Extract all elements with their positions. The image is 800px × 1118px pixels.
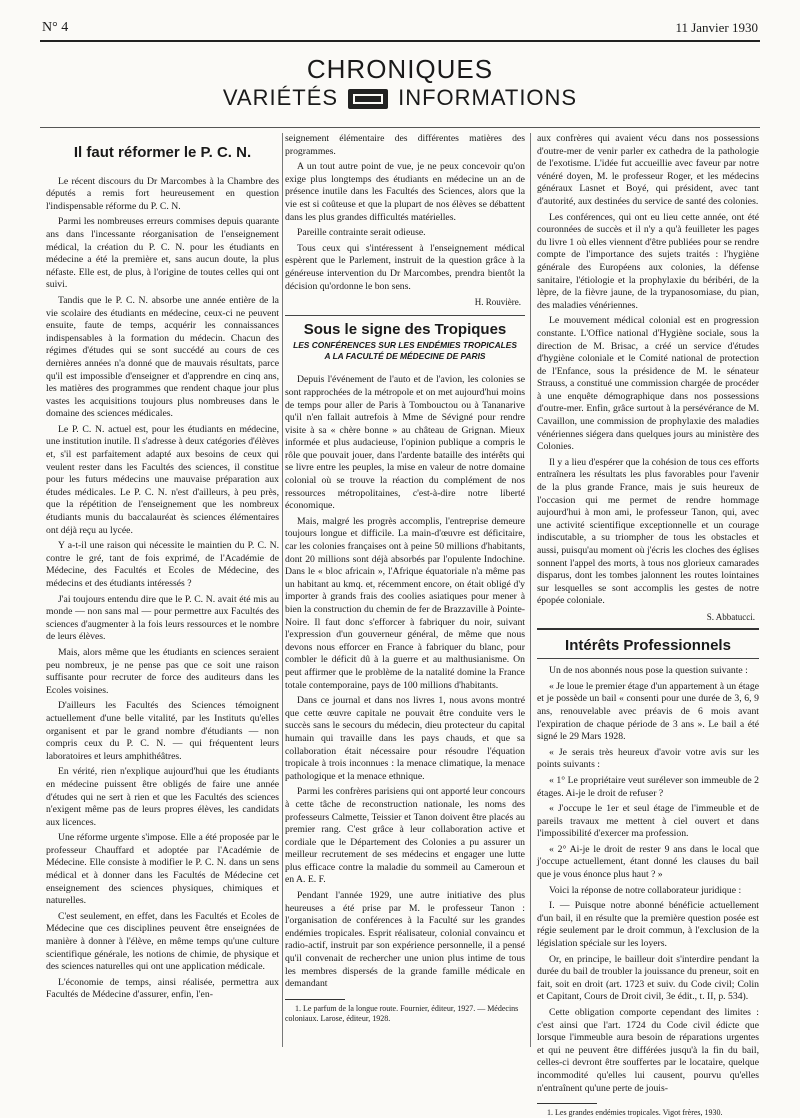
paragraph: Une réforme urgente s'impose. Elle a été proposée par le professeur Chauffard et adoptée par l'Académie de Médecine. Elle consiste à modifier le P. C. N. dans un sens médical et à donner dans les Facultés de Médecine cet enseignement des sciences physiques, chimiques et naturelles. <box>46 832 279 907</box>
paragraph: Dans ce journal et dans nos livres 1, nous avons montré que cette œuvre capitale ne pouvait être conduite vers le succès sans le secours du médecin, dieu protecteur du capital humain qui travaille dans les pays chauds, et que sa collaboration était nécessaire pour résoudre l'équation tropicale à trois inconnues : la menace climatique, la menace pathologique et la menace ethnique. <box>285 695 525 782</box>
paragraph: « Je loue le premier étage d'un appartement à un étage et je possède un bail « consenti pour une durée de 3, 6, 9 ans, renouvelable avec préavis de 6 mois avant l'expiration de chaque période de 3 ans ». Le bail a été signé le 29 Mars 1928. <box>537 680 759 743</box>
paragraph: « 2° Ai-je le droit de rester 9 ans dans le local que j'occupe actuellement, étant donné les clauses du bail que je vous énonce plus haut ? » <box>537 843 759 881</box>
section-divider <box>537 628 759 630</box>
paragraph: Un de nos abonnés nous pose la question suivante : <box>549 665 748 677</box>
paragraph: L'économie de temps, ainsi réalisée, permettra aux Facultés de Médecine d'assurer, enfin, l'en- <box>46 976 279 1001</box>
paragraph: Le P. C. N. actuel est, pour les étudiants en médecine, une institution inutile. Il s'adresse à deux catégories d'élèves et, s'il est parfaitement adapté aux besoins de ceux qui veulent rester dans les Facultés des sciences, il constitue pour les futurs médecins une mauvaise préparation aux études médicales. Le P. C. N. n'est d'ailleurs, à peu près, que la répétition de l'enseignement que les nombreux étudiants munis du baccalauréat ès sciences élémentaires ont déjà reçu au lycée. <box>46 423 279 536</box>
column-2 <box>285 133 525 1024</box>
footnote-rule <box>285 999 345 1000</box>
masthead-informations: INFORMATIONS <box>398 85 578 110</box>
paragraph: D'ailleurs les Facultés des Sciences témoignent actuellement d'une belle vitalité, par les Instituts qu'elles organisent et par le grand nombre d'étudiants — non compris ceux du P. C. N. — qui fréquentent leurs laboratoires et leurs amphithéâtres. <box>46 700 279 762</box>
paragraph: « J'occupe le 1er et seul étage de l'immeuble et de pareils travaux me mettent à ciel ouvert et dans l'impossibilité d'exercer ma profession. <box>537 803 759 840</box>
title-underline <box>537 658 759 659</box>
article-title-pcn: Il faut réformer le P. C. N. <box>73 144 252 161</box>
paragraph: « Je serais très heureux d'avoir votre avis sur les points suivants : <box>537 746 759 771</box>
column-divider <box>282 133 283 1047</box>
section-divider <box>285 315 525 316</box>
issue-date: 11 Janvier 1930 <box>675 20 758 35</box>
paragraph: Y a-t-il une raison qui nécessite le maintien du P. C. N. contre le gré, tant de fois exprimé, de l'Académie de Médecine, des Facultés et Ecoles de Médecine, des médecins et des étudiants intéressés ? <box>46 540 279 589</box>
author-signature: S. Abbatucci. <box>706 611 755 622</box>
paragraph: Or, en principe, le bailleur doit s'interdire pendant la durée du bail de troubler la jouissance du preneur, soit en fait, soit en droit (art. 1723 et suiv. du Code civil; Colin et Capitant, Cours de Droit civil, 3e édit., t. II, p. 534). <box>537 953 759 1003</box>
column-1 <box>46 133 279 1005</box>
paragraph: Parmi les confrères parisiens qui ont apporté leur concours à cette tâche de reconstruction nationale, les noms des professeurs Calmette, Teissier et Tanon doivent être placés au premier rang. C'est grâce à leur collaboration active et cordiale que le Département des Colonies a pu assurer un meilleur recrutement de ses médecins et engager une lutte plus efficace contre la maladie du sommeil au Cameroun et en A. E. F. <box>285 786 525 886</box>
paragraph: I. — Puisque notre abonné bénéficie actuellement d'un bail, il en résulte que la première question posée est régie seulement par le droit commun, à l'exclusion de la législation spéciale sur les loyers. <box>537 900 759 950</box>
article-title-tropiques: Sous le signe des Tropiques <box>303 320 507 338</box>
footnote: 1. Les grandes endémies tropicales. Vigot frères, 1930. <box>547 1108 723 1118</box>
paragraph: Les conférences, qui ont eu lieu cette année, ont été couronnées de succès et il n'y a qu'à feuilleter les pages du livre 1 où elles viennent d'être publiées pour se rendre compte de l'importance des sujets traités : l'hygiène générale des Européens aux colonies, la défense sanitaire, l'étiologie et la prophylaxie du béribéri, de la lèpre, de la fièvre jaune, de la trypanosomiase, du pian, des maladies vénériennes. <box>537 211 759 311</box>
masthead-varietes: VARIÉTÉS <box>222 85 339 110</box>
paragraph: Tous ceux qui s'intéressent à l'enseignement médical espèrent que le Parlement, instruit de la question grâce à la généreuse intervention du Dr Marcombes, prendra bientôt la décision qu'ordonne le bon sens. <box>285 242 525 292</box>
article-title-interets: Intérêts Professionnels <box>565 636 731 654</box>
masthead-subtitle <box>0 83 800 113</box>
paragraph: Mais, malgré les progrès accomplis, l'entreprise demeure toujours longue et difficile. La main-d'œuvre est déficitaire, car les colonies françaises ont à peine 50 millions d'habitants, dont 20 millions sont déjà absorbés par l'opulente Indochine. Dans le « bloc africain », l'Afrique équatoriale n'a même pas un habitant au kmq. et, récemment encore, on était obligé d'y importer à grands frais des coolies asiatiques pour mener à bien la construction du chemin de fer de Brazzaville à Pointe-Noire. Il faut donc s'efforcer à fabriquer du noir, suivant l'expression d'un gouverneur général, de même que nous devons nous efforcer en France à fabriquer du blanc, pour combler le déficit dû à la guerre et au malthusianisme. On peut affirmer que le problème de la natalité domine la France totale contemporaine, pays de 100 millions d'habitants. <box>285 515 525 691</box>
paragraph: C'est seulement, en effet, dans les Facultés et Ecoles de Médecine que ces disciplines peuvent être enseignées de manière à donner à l'élève, en même temps qu'une culture scientifique générale, les notions de chimie, de physique et des sciences naturelles qui ont une application médicale. <box>46 910 279 973</box>
paragraph: seignement élémentaire des différentes matières des programmes. <box>285 133 525 157</box>
page-header <box>40 20 760 42</box>
footnote: 1. Le parfum de la longue route. Fournier, éditeur, 1927. — Médecins coloniaux. Larose, éditeur, 1928. <box>285 1003 519 1023</box>
paragraph: Depuis l'événement de l'auto et de l'avion, les colonies se sont rapprochées de la métropole et on met aujourd'hui moins de temps pour aller de Paris à Tombouctou ou à Tananarive qu'il n'en fallait autrefois à Mme de Sévigné pour rendre visite à sa « chère bonne » au château de Grignan. Mieux informée et plus audacieuse, l'opinion publique a compris le rôle que pouvait jouer, dans l'ardente bataille des intérêts qui se livre entre les peuples, la mise en valeur de notre domaine colonial où se trouve la réaction du complément de nos ressources métropolitaines, c'est-à-dire notre liberté économique. <box>285 374 525 512</box>
paragraph: A un tout autre point de vue, je ne peux concevoir qu'on exige plus longtemps des étudiants en médecine un an de présence inutile dans les Facultés des Sciences, alors que la vie est si coûteuse et que la plupart de nos élèves se débattent dans les plus grandes difficultés matérielles. <box>285 161 525 223</box>
paragraph: Mais, alors même que les étudiants en sciences seraient peu nombreux, je ne pense pas que ce soit une raison suffisante pour recruter de force des auditeurs dans les Ecoles voisines. <box>46 646 279 696</box>
page-number: N° 4 <box>42 20 69 35</box>
paragraph: Il y a lieu d'espérer que la cohésion de tous ces efforts entraînera les résultats les plus favorables pour l'avenir de la plus grande France, mais je suis heureux de l'occasion qui me permet de rendre hommage aujourd'hui à mon ami, le professeur Tanon, qui, avec une activité scientifique exceptionnelle et un courage indiscutable, a su triompher de tous les obstacles et aussi, puisqu'au moment où j'écris les cloches des églises sonnent l'appel des morts, à tous nos glorieux camarades disparus, dont les tombes jalonnent les routes lointaines sur lesquelles se sont accomplis les gestes de notre épopée coloniale. <box>537 456 759 607</box>
paragraph: J'ai toujours entendu dire que le P. C. N. avait été mis au monde — non sans mal — pour permettre aux Facultés des sciences d'augmenter à la fois leurs ressources et le nombre de leurs élèves. <box>46 593 279 643</box>
paragraph: Le récent discours du Dr Marcombes à la Chambre des députés a remis fort heureusement en question l'indispensable réforme du P. C. N. <box>46 175 279 212</box>
masthead-divider <box>40 127 760 128</box>
article-subtitle <box>285 340 525 362</box>
masthead-title: CHRONIQUES <box>306 54 494 84</box>
paragraph: aux confrères qui avaient vécu dans nos possessions d'outre-mer de venir parler ex cathedra de la pathologie de l'exotisme. L'idée fut accueillie avec faveur par notre vénéré doyen, M. le professeur Roger, et les médecins généraux Lasnet et Boyé, qui président, avec tant d'autorité, aux destinées du service de santé des colonies. <box>537 133 759 207</box>
footnote-rule <box>537 1103 597 1104</box>
paragraph: Parmi les nombreuses erreurs commises depuis quarante ans dans l'incessante réorganisation de l'enseignement médical, la création du P. C. N. pour les étudiants en médecine a été la première et, sans aucun doute, la plus néfaste. Elle est, de plus, à l'origine de toutes celles qui ont suivi. <box>46 216 279 291</box>
paragraph: Voici la réponse de notre collaborateur juridique : <box>549 884 742 896</box>
paragraph: Pareille contrainte serait odieuse. <box>297 227 426 239</box>
author-signature: H. Rouvière. <box>474 297 521 308</box>
paragraph: Pendant l'année 1929, une autre initiative des plus heureuses a été prise par M. le professeur Tanon : l'organisation de conférences à la Faculté sur les grandes endémies tropicales. Esprit réalisateur, colonial convaincu et radio-actif, instruit par son expérience personnelle, il a pensé qu'il convenait de rechercher une union plus intime de tous les membres dispersés de la grande famille médicale en demandant <box>285 890 525 990</box>
column-3 <box>537 133 759 1118</box>
paragraph: Cette obligation comporte cependant des limites : c'est ainsi que l'art. 1724 du Code civil édicte que lorsque l'immeuble aura besoin de réparations urgentes et qui ne peuvent être différées jusqu'à la fin du bail, celles-ci devront être souffertes par le locataire, quelque incommodité qu'elles lui causent, pourvu qu'elles n'entraînent qu'une perte de jouis- <box>537 1007 759 1094</box>
subtitle-line: A LA FACULTÉ DE MÉDECINE DE PARIS <box>324 351 486 362</box>
paragraph: Le mouvement médical colonial est en progression constante. L'Office national d'Hygiène sociale, sous la direction de M. Brisac, a créé un service d'études d'hygiène coloniale et le Comité national de protection de l'Enfance, sous la présidence de M. le sénateur Strauss, a constitué une commission chargée de procéder à une enquête démographique dans nos possessions d'outre-mer. Enfin, grâce surtout à la persévérance de M. Cavaillon, une commission de prophylaxie des maladies vénériennes siégera dans quelques jours au ministère des Colonies. <box>537 315 759 453</box>
subtitle-line: LES CONFÉRENCES SUR LES ENDÉMIES TROPICALES <box>293 340 517 351</box>
paragraph: « 1° Le propriétaire veut surélever son immeuble de 2 étages. Ai-je le droit de refuser ? <box>537 774 759 799</box>
paragraph: En vérité, rien n'explique aujourd'hui que les étudiants en médecine puissent être obligés de faire une année d'études qui ne sert à rien et que les Facultés des sciences n'exigent même pas de leurs propres élèves, les candidats aux licences. <box>46 766 279 828</box>
column-divider <box>530 133 531 1047</box>
masthead <box>0 55 800 113</box>
paragraph: Tandis que le P. C. N. absorbe une année entière de la vie scolaire des étudiants en médecine, ceux-ci ne peuvent ensuite, faute de temps, acquérir les connaissances indispensables à la formation du médecin. Chacun des régimes d'études qui se sont succédé au cours de ces dernières années n'a donné que de mauvais résultats, parce qu'il est impossible d'enseigner et d'apprendre en cinq ans, les matières des programmes que rendent chaque jour plus vastes les acquisitions toujours plus nombreuses dans le domaine des sciences médicales. <box>46 294 279 420</box>
publication-logo-icon <box>348 89 388 109</box>
